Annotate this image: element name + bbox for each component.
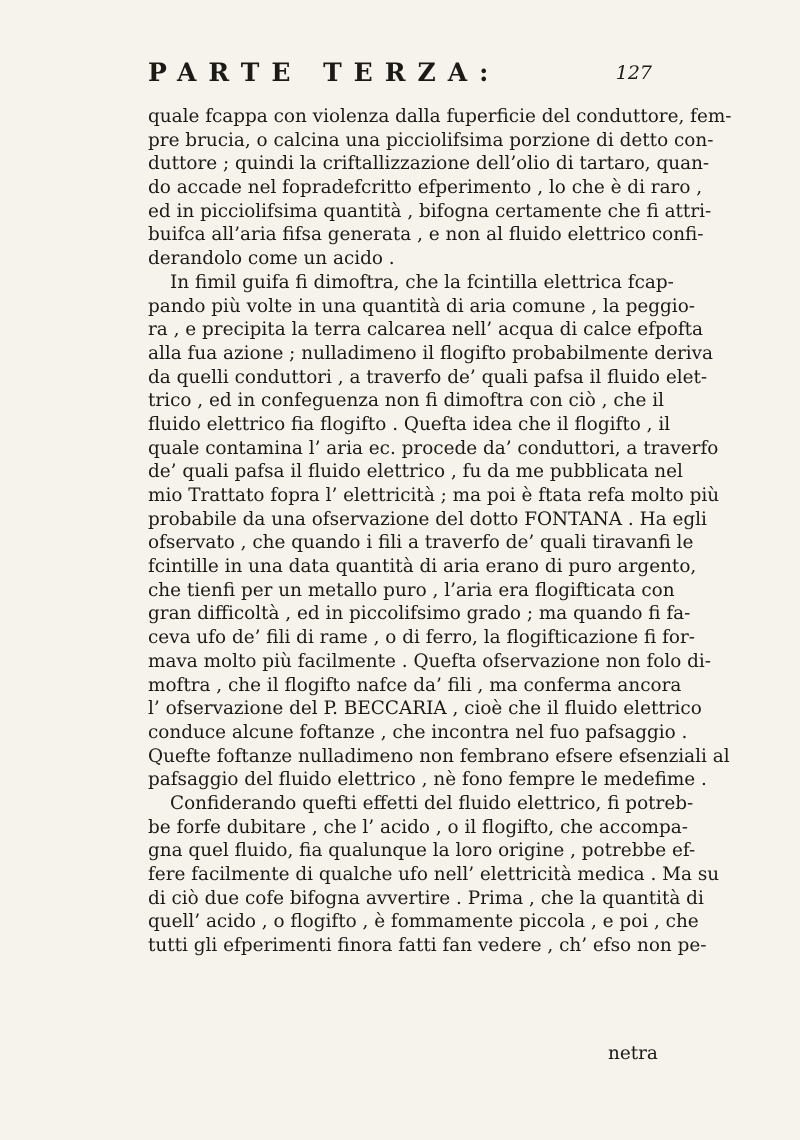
text-line: In fimil guifa fi dimoftra, che la fcintilla elettrica fcap- xyxy=(170,271,674,293)
text-line: pando più volte in una quantità di aria comune , la peggio- xyxy=(148,295,695,317)
text-line: fere facilmente di qualche ufo nell’ elettricità medica . Ma su xyxy=(148,864,720,885)
text-line: moftra , che il flogifto nafce da’ fili , ma conferma ancora xyxy=(148,674,682,696)
text-line: quale fcappa con violenza dalla fuperficie del conduttore, fem- xyxy=(148,106,732,127)
text-line: mio Trattato fopra l’ elettricità ; ma poi è ftata refa molto più xyxy=(148,485,720,506)
text-line: pre brucia, o calcina una picciolifsima porzione di detto con- xyxy=(148,129,714,151)
page-number: 127 xyxy=(615,62,652,84)
text-line: duttore ; quindi la criftallizzazione dell’olio di tartaro, quan- xyxy=(148,153,710,175)
text-line: gran difficoltà , ed in piccolifsimo grado ; ma quando fi fa- xyxy=(148,603,691,625)
text-line: pafsaggio del fluido elettrico , nè fono fempre le medefime . xyxy=(148,769,707,791)
running-head xyxy=(148,58,652,98)
text-line: ra , e precipita la terra calcarea nell’ acqua di calce efpofta xyxy=(148,319,704,341)
body-text xyxy=(148,105,732,958)
text-line: de’ quali pafsa il fluido elettrico , fu da me pubblicata nel xyxy=(148,461,683,483)
text-line: Confiderando quefti effetti del fluido elettrico, fi potreb- xyxy=(170,792,694,814)
text-line: da quelli conduttori , a traverfo de’ quali pafsa il fluido elet- xyxy=(148,366,708,388)
text-line: trico , ed in confeguenza non fi dimoftra con ciò , che il xyxy=(148,390,664,412)
text-line: buifca all’aria fifsa generata , e non al fluido elettrico confi- xyxy=(148,224,704,246)
text-line: quale contamina l’ aria ec. procede da’ conduttori, a traverfo xyxy=(148,437,719,459)
text-line: ceva ufo de’ fili di rame , o di ferro, la flogifticazione fi for- xyxy=(148,627,695,649)
text-line: fcintille in una data quantità di aria erano di puro argento, xyxy=(148,556,697,578)
text-line: derandolo come un acido . xyxy=(148,248,395,270)
text-line: di ciò due cofe bifogna avvertire . Prima , che la quantità di xyxy=(148,887,704,909)
text-line: tutti gli efperimenti finora fatti fan vedere , ch’ efso non pe- xyxy=(148,935,707,957)
text-line: alla fua azione ; nulladimeno il flogifto probabilmente deriva xyxy=(148,342,713,364)
running-title: PARTE TERZA: xyxy=(148,58,501,87)
text-line: che tienfi per un metallo puro , l’aria era flogifticata con xyxy=(148,579,675,601)
text-line: conduce alcune foftanze , che incontra nel fuo pafsaggio . xyxy=(148,721,688,743)
text-line: l’ ofservazione del P. BECCARIA , cioè che il fluido elettrico xyxy=(148,698,702,720)
text-line: probabile da una ofservazione del dotto FONTANA . Ha egli xyxy=(148,508,707,530)
text-line: quell’ acido , o flogifto , è fommamente piccola , e poi , che xyxy=(148,911,699,933)
text-line: gna quel fluido, fia qualunque la loro origine , potrebbe ef- xyxy=(148,840,696,862)
text-line: fluido elettrico fia flogifto . Quefta idea che il flogifto , il xyxy=(148,413,671,435)
text-line: ofservato , che quando i fili a traverfo de’ quali tiravanfi le xyxy=(148,532,694,554)
text-line: be forfe dubitare , che l’ acido , o il flogifto, che accompa- xyxy=(148,816,688,838)
catchword: netra xyxy=(608,1043,658,1064)
text-line: do accade nel fopradefcritto efperimento , lo che è di raro , xyxy=(148,177,703,199)
text-line: Quefte foftanze nulladimeno non fembrano efsere efsenziali al xyxy=(148,745,730,767)
text-line: mava molto più facilmente . Quefta ofservazione non folo di- xyxy=(148,650,711,672)
text-line: ed in picciolifsima quantità , bifogna certamente che fi attri- xyxy=(148,200,712,222)
